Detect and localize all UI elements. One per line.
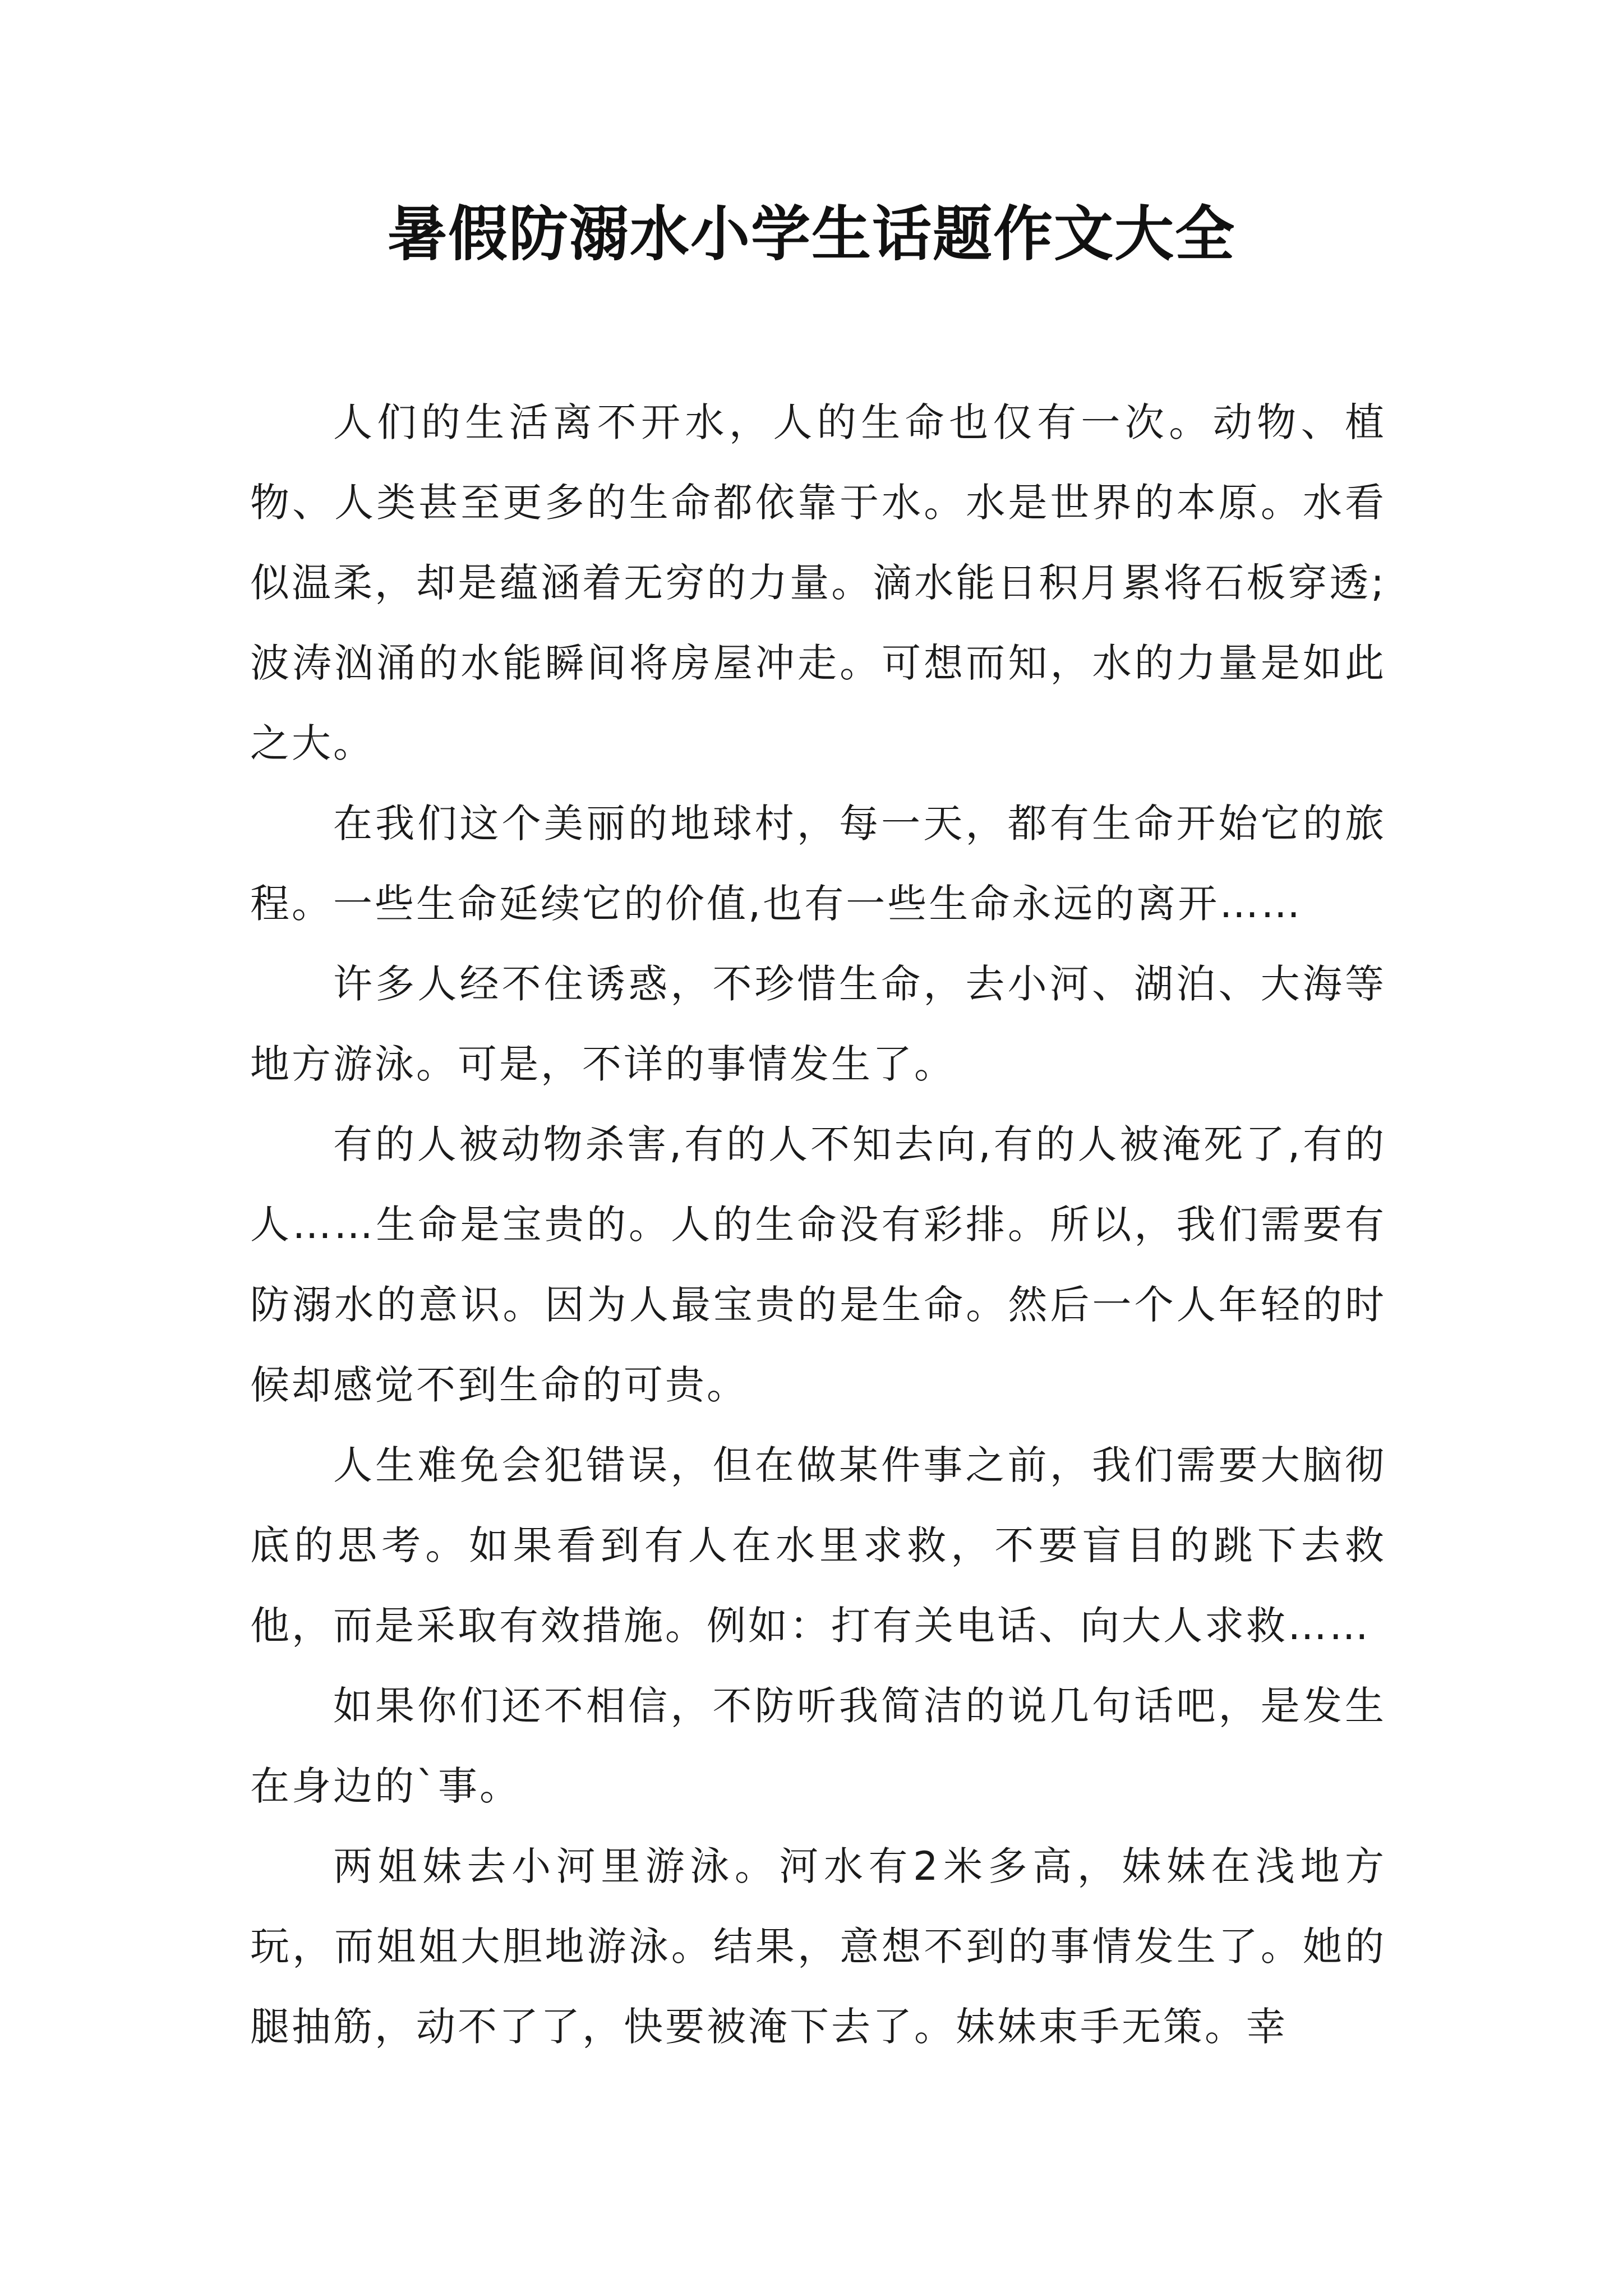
paragraph: 两姐妹去小河里游泳。河水有2米多高，妹妹在浅地方玩，而姐姐大胆地游泳。结果，意想不到的事情发生了。她的腿抽筋，动不了了，快要被淹下去了。妹妹束手无策。幸	[250, 1843, 1386, 2050]
paragraph: 许多人经不住诱惑，不珍惜生命，去小河、湖泊、大海等地方游泳。可是，不详的事情发生了。	[250, 961, 1386, 1087]
paragraph: 在我们这个美丽的地球村，每一天，都有生命开始它的旅程。一些生命延续它的价值,也有一些生命永远的离开……	[250, 800, 1386, 927]
document-body	[250, 383, 1386, 2067]
paragraph: 人们的生活离不开水，人的生命也仅有一次。动物、植物、人类甚至更多的生命都依靠于水。水是世界的本原。水看似温柔，却是蕴涵着无穷的力量。滴水能日积月累将石板穿透;波涛汹涌的水能瞬间将房屋冲走。可想而知，水的力量是如此之大。	[250, 399, 1386, 766]
paragraph: 人生难免会犯错误，但在做某件事之前，我们需要大脑彻底的思考。如果看到有人在水里求救，不要盲目的跳下去救他，而是采取有效措施。例如：打有关电话、向大人求救……	[250, 1442, 1386, 1649]
paragraph: 如果你们还不相信，不防听我简洁的说几句话吧，是发生在身边的`事。	[250, 1683, 1386, 1809]
document-title: 暑假防溺水小学生话题作文大全	[388, 199, 1235, 269]
paragraph: 有的人被动物杀害,有的人不知去向,有的人被淹死了,有的人……生命是宝贵的。人的生命没有彩排。所以，我们需要有防溺水的意识。因为人最宝贵的是生命。然后一个人年轻的时候却感觉不到生命的可贵。	[250, 1121, 1386, 1408]
